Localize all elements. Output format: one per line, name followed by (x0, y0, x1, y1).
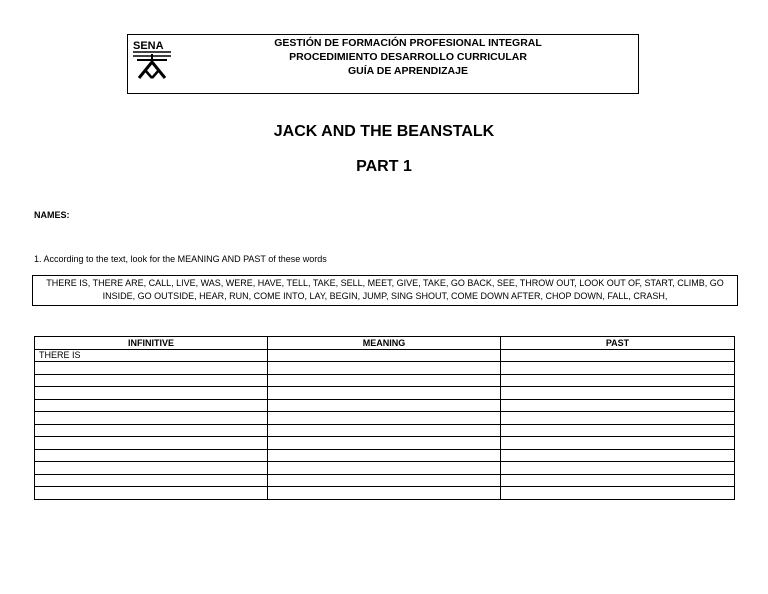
table-row (35, 349, 735, 362)
meaning-cell[interactable] (268, 449, 501, 462)
sena-logo (131, 38, 173, 82)
column-header-past: PAST (501, 337, 735, 350)
past-cell[interactable] (501, 449, 735, 462)
document-subtitle: PART 1 (356, 158, 412, 175)
table-row (35, 437, 735, 450)
infinitive-cell[interactable] (35, 487, 268, 500)
past-cell[interactable] (501, 387, 735, 400)
infinitive-cell[interactable] (35, 362, 268, 375)
meaning-cell[interactable] (268, 374, 501, 387)
meaning-cell[interactable] (268, 462, 501, 475)
past-cell[interactable] (501, 487, 735, 500)
meaning-cell[interactable] (268, 474, 501, 487)
infinitive-cell[interactable] (35, 399, 268, 412)
header-line-2: PROCEDIMIENTO DESARROLLO CURRICULAR (289, 51, 527, 63)
past-cell[interactable] (501, 412, 735, 425)
table-row (35, 449, 735, 462)
table-row (35, 399, 735, 412)
infinitive-cell[interactable] (35, 374, 268, 387)
column-header-meaning: MEANING (268, 337, 501, 350)
word-list-box: THERE IS, THERE ARE, CALL, LIVE, WAS, WERE, HAVE, TELL, TAKE, SELL, MEET, GIVE, TAKE, GO BACK, SEE, THROW OUT, LOOK OUT OF, START, CLIMB, GO INSIDE, GO OUTSIDE, HEAR, RUN, COME INTO, LAY, BEGIN, JUMP, SING SHOUT, COME DOWN AFTER, CHOP DOWN, FALL, CRASH, (32, 275, 738, 306)
meaning-cell[interactable] (268, 424, 501, 437)
meaning-cell[interactable] (268, 437, 501, 450)
table-row (35, 474, 735, 487)
infinitive-cell[interactable] (35, 449, 268, 462)
table-row (35, 487, 735, 500)
past-cell[interactable] (501, 474, 735, 487)
infinitive-cell[interactable] (35, 387, 268, 400)
past-cell[interactable] (501, 462, 735, 475)
table-row (35, 412, 735, 425)
meaning-cell[interactable] (268, 399, 501, 412)
past-cell[interactable] (501, 399, 735, 412)
table-row (35, 424, 735, 437)
svg-text:SENA: SENA (133, 40, 164, 52)
infinitive-cell[interactable] (35, 437, 268, 450)
infinitive-cell[interactable] (35, 474, 268, 487)
past-cell[interactable] (501, 349, 735, 362)
document-title: JACK AND THE BEANSTALK (273, 123, 495, 140)
infinitive-cell[interactable] (35, 424, 268, 437)
names-label: NAMES: (34, 210, 70, 220)
vocabulary-table (34, 336, 735, 500)
table-header-row (35, 337, 735, 350)
past-cell[interactable] (501, 362, 735, 375)
header-text (178, 36, 638, 78)
meaning-cell[interactable] (268, 349, 501, 362)
infinitive-cell[interactable] (35, 462, 268, 475)
infinitive-cell[interactable]: THERE IS (35, 349, 268, 362)
meaning-cell[interactable] (268, 387, 501, 400)
past-cell[interactable] (501, 374, 735, 387)
table-row (35, 462, 735, 475)
header-line-1: GESTIÓN DE FORMACIÓN PROFESIONAL INTEGRAL (274, 37, 542, 49)
document-header (127, 34, 639, 94)
meaning-cell[interactable] (268, 487, 501, 500)
column-header-infinitive: INFINITIVE (35, 337, 268, 350)
instruction-text: 1. According to the text, look for the MEANING AND PAST of these words (34, 254, 327, 264)
header-line-3: GUÍA DE APRENDIZAJE (348, 65, 468, 77)
infinitive-cell[interactable] (35, 412, 268, 425)
meaning-cell[interactable] (268, 362, 501, 375)
past-cell[interactable] (501, 424, 735, 437)
table-row (35, 387, 735, 400)
table-row (35, 362, 735, 375)
past-cell[interactable] (501, 437, 735, 450)
meaning-cell[interactable] (268, 412, 501, 425)
table-row (35, 374, 735, 387)
